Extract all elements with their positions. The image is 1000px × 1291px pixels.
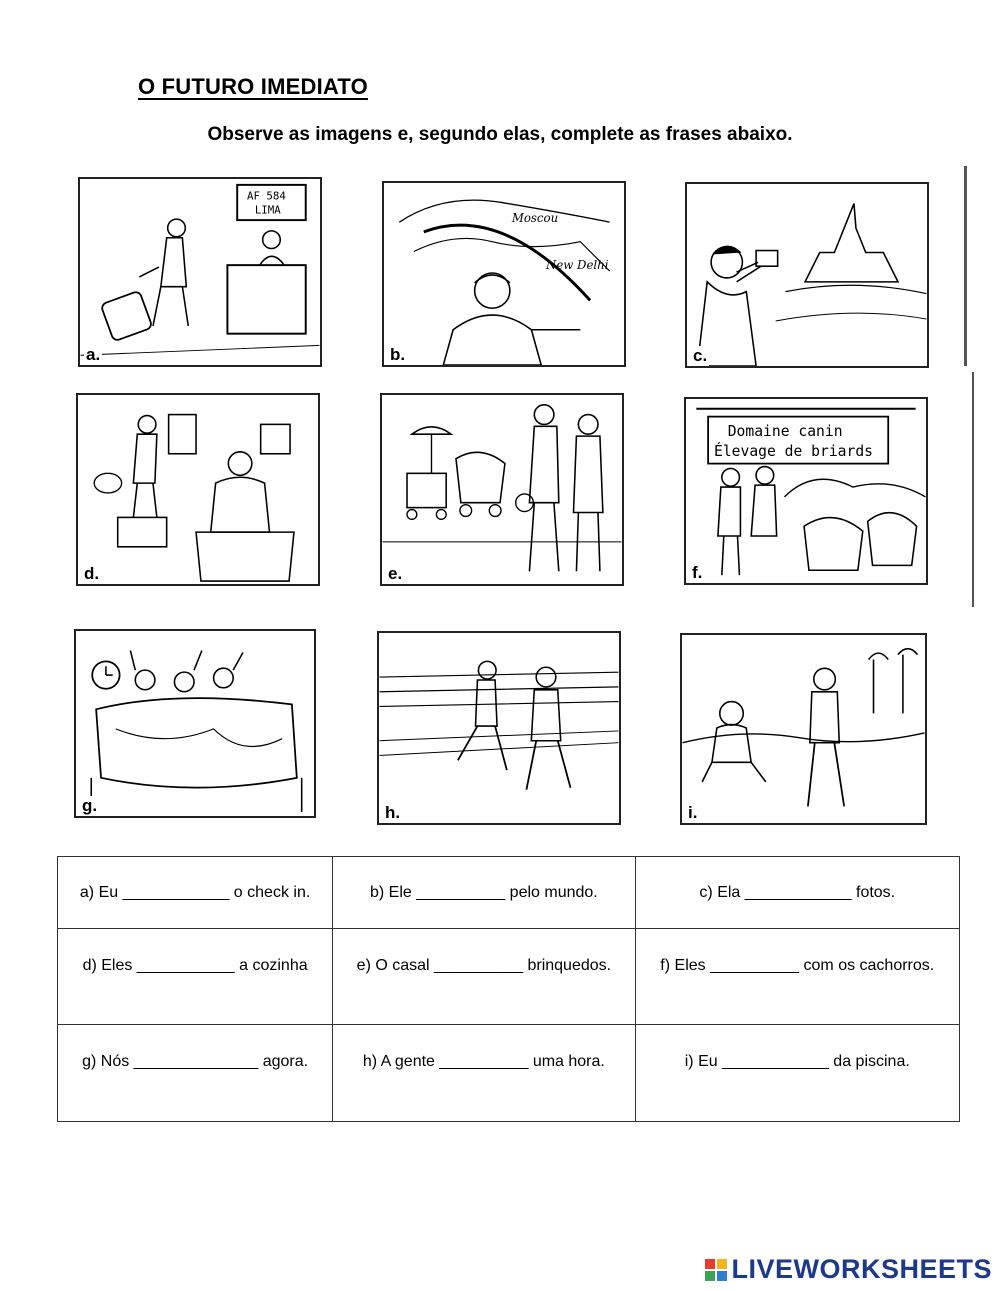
panel-letter-c: c. (693, 346, 708, 365)
table-row (58, 1025, 960, 1122)
sentence-c[interactable]: c) Ela ____________ fotos. (635, 857, 959, 929)
map-label-new-delhi: New Delhi (546, 258, 609, 273)
scan-edge-line (964, 166, 967, 366)
running-track-drawing (379, 633, 619, 823)
panel-letter-d: d. (84, 564, 100, 583)
table-row (58, 929, 960, 1025)
instructions: Observe as imagens e, segundo elas, complete as frases abaixo. (207, 124, 793, 145)
logo-block (705, 1259, 715, 1269)
sentence-e[interactable]: e) O casal __________ brinquedos. (333, 929, 635, 1025)
illustration-e-couple-toys (380, 393, 624, 586)
flight-sign-line-2: LIMA (254, 203, 281, 217)
sentence-a[interactable]: a) Eu ____________ o check in. (58, 857, 333, 929)
sentence-h[interactable]: h) A gente __________ uma hora. (333, 1025, 635, 1122)
panel-letter-e: e. (388, 564, 403, 583)
pool-exit-drawing (682, 635, 925, 823)
bed-waking-drawing (76, 631, 314, 816)
sentence-f[interactable]: f) Eles __________ com os cachorros. (635, 929, 959, 1025)
sentence-g[interactable]: g) Nós ______________ agora. (58, 1025, 333, 1122)
illustration-h-running (377, 631, 621, 825)
logo-blocks-icon (705, 1259, 727, 1281)
sentence-d[interactable]: d) Eles ___________ a cozinha (58, 929, 333, 1025)
logo-block (717, 1259, 727, 1269)
illustration-b-world-map (382, 181, 626, 367)
panel-letter-g: g. (82, 796, 98, 815)
illustration-f-dog-kennel (684, 397, 928, 585)
scan-edge-line (972, 372, 974, 607)
panel-letter-i: i. (688, 803, 698, 822)
illustration-i-pool (680, 633, 927, 825)
panel-letter-f: f. (692, 563, 703, 582)
panel-letter-b: b. (390, 345, 406, 364)
kennel-sign-line-1: Domaine canin (727, 423, 843, 441)
map-label-moscou: Moscou (511, 211, 559, 226)
illustration-c-taking-photo (685, 182, 929, 368)
kennel-sign-line-2: Élevage de briards (714, 442, 873, 460)
world-map-drawing (384, 183, 624, 365)
table-row (58, 857, 960, 929)
panel-letter-h: h. (385, 803, 401, 822)
photographer-drawing (687, 184, 927, 366)
sentences-table (57, 856, 960, 1122)
dog-kennel-drawing (686, 399, 926, 583)
illustration-a-check-in (78, 177, 322, 367)
flight-sign-line-1: AF 584 (246, 189, 286, 203)
liveworksheets-logo[interactable] (705, 1254, 992, 1285)
logo-text: LIVEWORKSHEETS (731, 1254, 992, 1284)
illustration-d-kitchen (76, 393, 320, 586)
page-title: O FUTURO IMEDIATO (138, 74, 368, 99)
kitchen-moving-drawing (78, 395, 318, 584)
sentence-b[interactable]: b) Ele __________ pelo mundo. (333, 857, 635, 929)
illustration-g-waking-up (74, 629, 316, 818)
airport-check-in-drawing (80, 179, 320, 365)
logo-block (705, 1271, 715, 1281)
panel-letter-a: a. (86, 345, 101, 364)
sentence-i[interactable]: i) Eu ____________ da piscina. (635, 1025, 959, 1122)
logo-block (717, 1271, 727, 1281)
couple-toys-drawing (382, 395, 622, 584)
